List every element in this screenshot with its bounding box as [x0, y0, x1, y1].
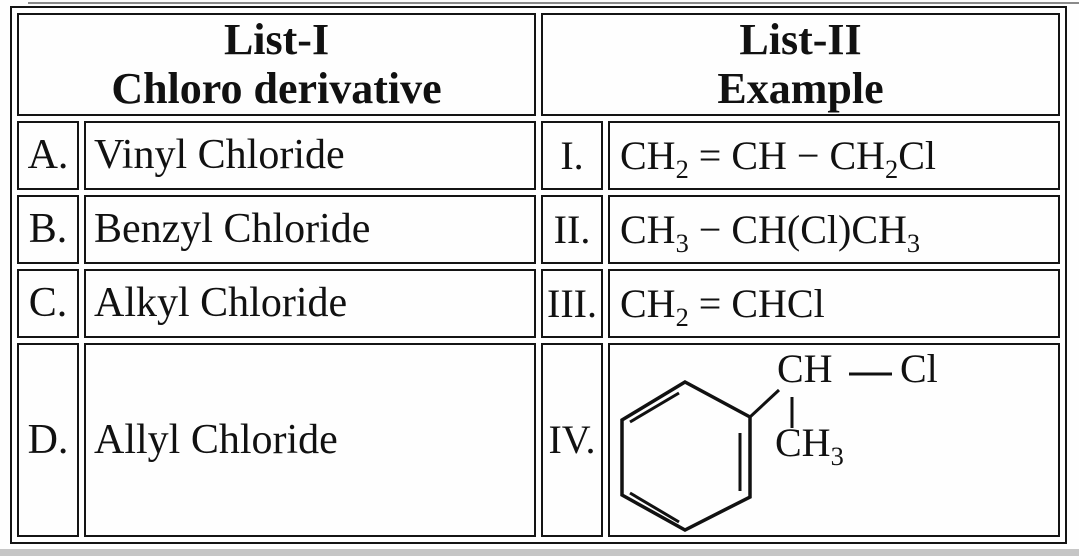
row-b-letter: B. [17, 195, 79, 264]
list1-subtitle: Chloro derivative [111, 64, 442, 114]
header-row [17, 13, 1060, 116]
bond-ring-to-ch [750, 390, 779, 417]
row-iii-formula: $CH_2$ = CHCl [608, 269, 1060, 338]
row-a-letter: A. [17, 121, 79, 190]
row-ii-formula: $CH_3 - CH(Cl)CH_3$ [608, 195, 1060, 264]
list2-title: List-II [739, 15, 862, 64]
row-iv-structure-cell [608, 343, 1060, 537]
list2-subtitle: Example [717, 64, 884, 114]
row-a-name: Vinyl Chloride [84, 121, 536, 190]
top-edge-artifact [28, 2, 1079, 4]
list1-header-cell [17, 13, 536, 116]
row-iv-numeral: IV. [541, 343, 603, 537]
structure-label-ch: CH [777, 345, 833, 391]
row-b-name: Benzyl Chloride [84, 195, 536, 264]
benzene-ring [622, 382, 750, 530]
row-i-numeral: I. [541, 121, 603, 190]
table-row-a [17, 121, 1060, 190]
row-iii-numeral: III. [541, 269, 603, 338]
match-table [10, 6, 1067, 544]
row-c-letter: C. [17, 269, 79, 338]
table-row-d [17, 343, 1060, 537]
structure-label-ch3: $CH_3$ [775, 419, 844, 471]
bottom-edge-artifact [0, 549, 1079, 556]
list2-header-cell [541, 13, 1060, 116]
structure-label-cl: Cl [900, 345, 938, 391]
row-d-letter: D. [17, 343, 79, 537]
row-d-name: Allyl Chloride [84, 343, 536, 537]
table-row-b [17, 195, 1060, 264]
double-bond-top-left [630, 393, 679, 422]
double-bond-bottom-left [630, 493, 679, 522]
row-i-formula: $CH_2$ = CH − $CH_2Cl$ [608, 121, 1060, 190]
list1-title: List-I [223, 15, 330, 64]
row-ii-numeral: II. [541, 195, 603, 264]
row-c-name: Alkyl Chloride [84, 269, 536, 338]
table-row-c [17, 269, 1060, 338]
